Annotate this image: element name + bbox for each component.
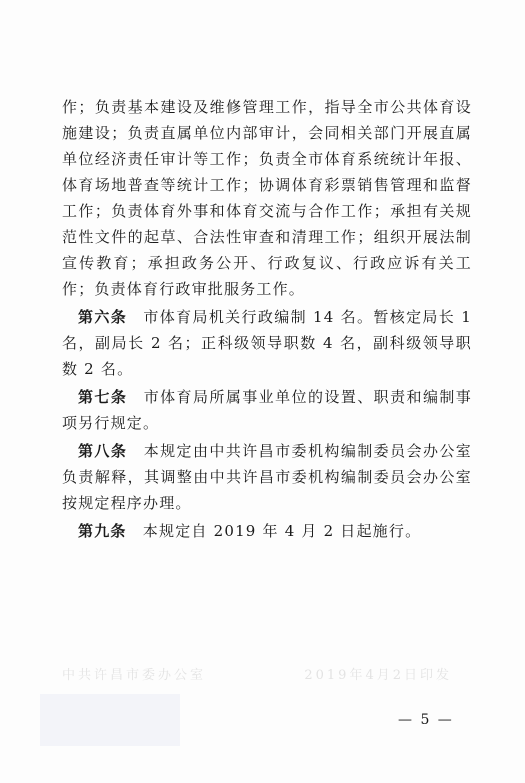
faint-footer-bleedthrough	[62, 664, 472, 686]
document-body	[62, 94, 472, 546]
paragraph-text: 作；负责基本建设及维修管理工作，指导全市公共体育设施建设；负责直属单位内部审计，会同相关部门开展直属单位经济责任审计等工作；负责全市体育系统统计年报、体育场地普查等统计工作；协调体育彩票销售管理和监督工作；负责体育外事和体育交流与合作工作；承担有关规范性文件的起草、合法性审查和清理工作；组织开展法制宣传教育；承担政务公开、行政复议、行政应诉有关工作；负责体育行政审批服务工作。	[62, 98, 472, 298]
faint-stamp-shadow	[40, 694, 180, 746]
article-text: 本规定自 2019 年 4 月 2 日起施行。	[126, 522, 422, 540]
article-text: 本规定由中共许昌市委机构编制委员会办公室负责解释，其调整由中共许昌市委机构编制委员会办公室按规定程序办理。	[62, 442, 472, 512]
article-text: 市体育局机关行政编制 14 名。暂核定局长 1 名，副局长 2 名；正科级领导职数 4 名，副科级领导职数 2 名。	[62, 308, 472, 378]
paragraph-continuation	[62, 94, 472, 302]
faint-date-text: 2019年4月2日印发	[304, 668, 452, 683]
article-heading: 第九条	[78, 522, 127, 540]
article-heading: 第七条	[78, 388, 128, 406]
article-8	[62, 438, 472, 516]
article-9	[62, 518, 472, 544]
faint-issuer-text: 中共许昌市委办公室	[62, 668, 207, 683]
article-6	[62, 304, 472, 382]
article-text: 市体育局所属事业单位的设置、职责和编制事项另行规定。	[62, 388, 472, 432]
article-7	[62, 384, 472, 436]
page-number: — 5 —	[398, 712, 454, 728]
article-heading: 第六条	[78, 308, 128, 326]
article-heading: 第八条	[78, 442, 128, 460]
